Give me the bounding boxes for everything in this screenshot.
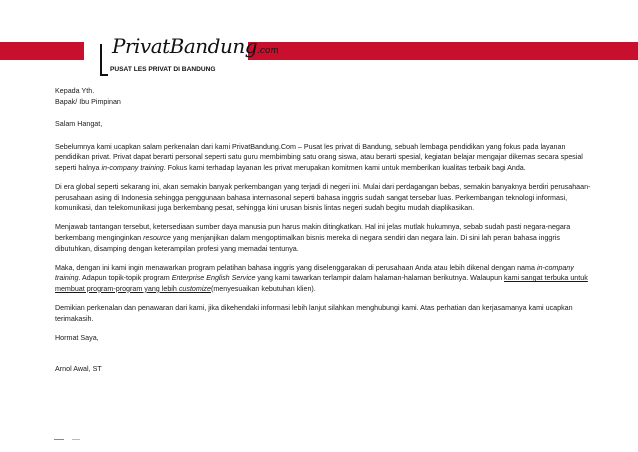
closing: Hormat Saya,: [55, 333, 99, 342]
paragraph-2: Di era global seperti sekarang ini, akan semakin banyak perkembangan yang terjadi di negeri ini. Mulai dari perdagangan bebas, semakin banyaknya berdiri perusahaan-perusahaan asing di Indonesia sehingga penggunaan bahasa internasonal seperti bahasa inggris sudah sangat tersebar luas. Perkembangan teknologi informasi, komunikasi, dan telekomunikasi juga berkembang pesat, sehingga kini urusan bisnis lintas negeri sudah begitu mudah diaplikasikan.: [55, 183, 591, 213]
logo: [112, 34, 279, 58]
greeting: Salam Hangat,: [55, 120, 103, 129]
paragraph-1-text-a: Sebelumnya kami ucapkan salam perkenalan dari kami PrivatBandung.Com – Pusat les privat di Bandung, sebuah lembaga pendidikan yang fokus pada layanan pendidikan privat. Privat dapat berarti personal seperti satu guru membimbing satu orang siswa, atau berarti spesial, kegiatan belajar mengajar dikemas secara spesial seperti halnya: [55, 142, 583, 172]
paragraph-5: Demikian perkenalan dan penawaran dari kami, jika dikehendaki informasi lebih lanjut silahkan menghubungi kami. Atas perhatian dan kerjasamanya kami ucapkan terimakasih.: [55, 303, 573, 323]
paragraph-3-emphasis: resource: [143, 233, 171, 242]
footer-mark-1: [54, 439, 64, 440]
paragraph-4: [55, 263, 591, 295]
signer-name: Arnol Awal, ST: [55, 364, 102, 373]
header-red-band-left: [0, 42, 84, 60]
logo-domain-text: .com: [257, 46, 279, 56]
recipient-line-1: Kepada Yth.: [55, 87, 95, 95]
paragraph-1-text-b: . Fokus kami terhadap layanan les privat merupakan komitmen kami untuk memberikan kualitas terbaik bagi Anda.: [163, 163, 526, 172]
paragraph-1: [55, 142, 591, 174]
paragraph-1-emphasis: in-company training: [101, 163, 164, 172]
recipient-line-2: Bapak/ Ibu Pimpinan: [55, 97, 121, 106]
paragraph-4-underlined-emphasis: customize: [178, 284, 211, 293]
letter-body: [55, 86, 591, 374]
paragraph-4-emphasis-2: Enterprise English Service: [171, 274, 256, 283]
paragraph-4-emphasis-1: in-company training: [55, 263, 574, 283]
header-red-band-right: [248, 42, 638, 60]
paragraph-3: [55, 222, 591, 254]
paragraph-4-text-a: Maka, dengan ini kami ingin menawarkan program pelatihan bahasa inggris yang diselenggarakan di perusahaan Anda atau lebih dikenal dengan nama: [55, 263, 537, 272]
paragraph-4-text-b: . Adapun topik-topik program: [78, 274, 172, 283]
logo-tagline: PUSAT LES PRIVAT DI BANDUNG: [110, 66, 216, 73]
paragraph-4-text-d: (menyesuaikan kebutuhan klien).: [210, 284, 316, 293]
logo-bracket: [100, 44, 108, 76]
footer-marks: [54, 437, 94, 443]
paragraph-3-text-a: Menjawab tantangan tersebut, ketersediaan sumber daya manusia pun harus makin ditingkatkan. Hal ini jelas mutlak hukumnya, sebab sudah pasti negara-negara berkembang menginginkan: [55, 223, 571, 242]
footer-mark-2: [72, 439, 80, 440]
paragraph-3-text-b: yang menjanjikan dalam mengoptimalkan bisnis mereka di negara sendiri dan negara lain. Di sini lah peran bahasa inggris dibutuhkan, disamping dengan keterampilan profesi yang memadai tentunya.: [55, 233, 560, 253]
logo-main-text: PrivatBandung: [112, 34, 258, 58]
paragraph-4-underlined-text: kami sangat terbuka untuk membuat program-program yang lebih: [55, 274, 588, 293]
paragraph-4-text-c: yang kami tawarkan terlampir dalam halaman-halaman berikutnya. Walaupun: [255, 274, 505, 283]
